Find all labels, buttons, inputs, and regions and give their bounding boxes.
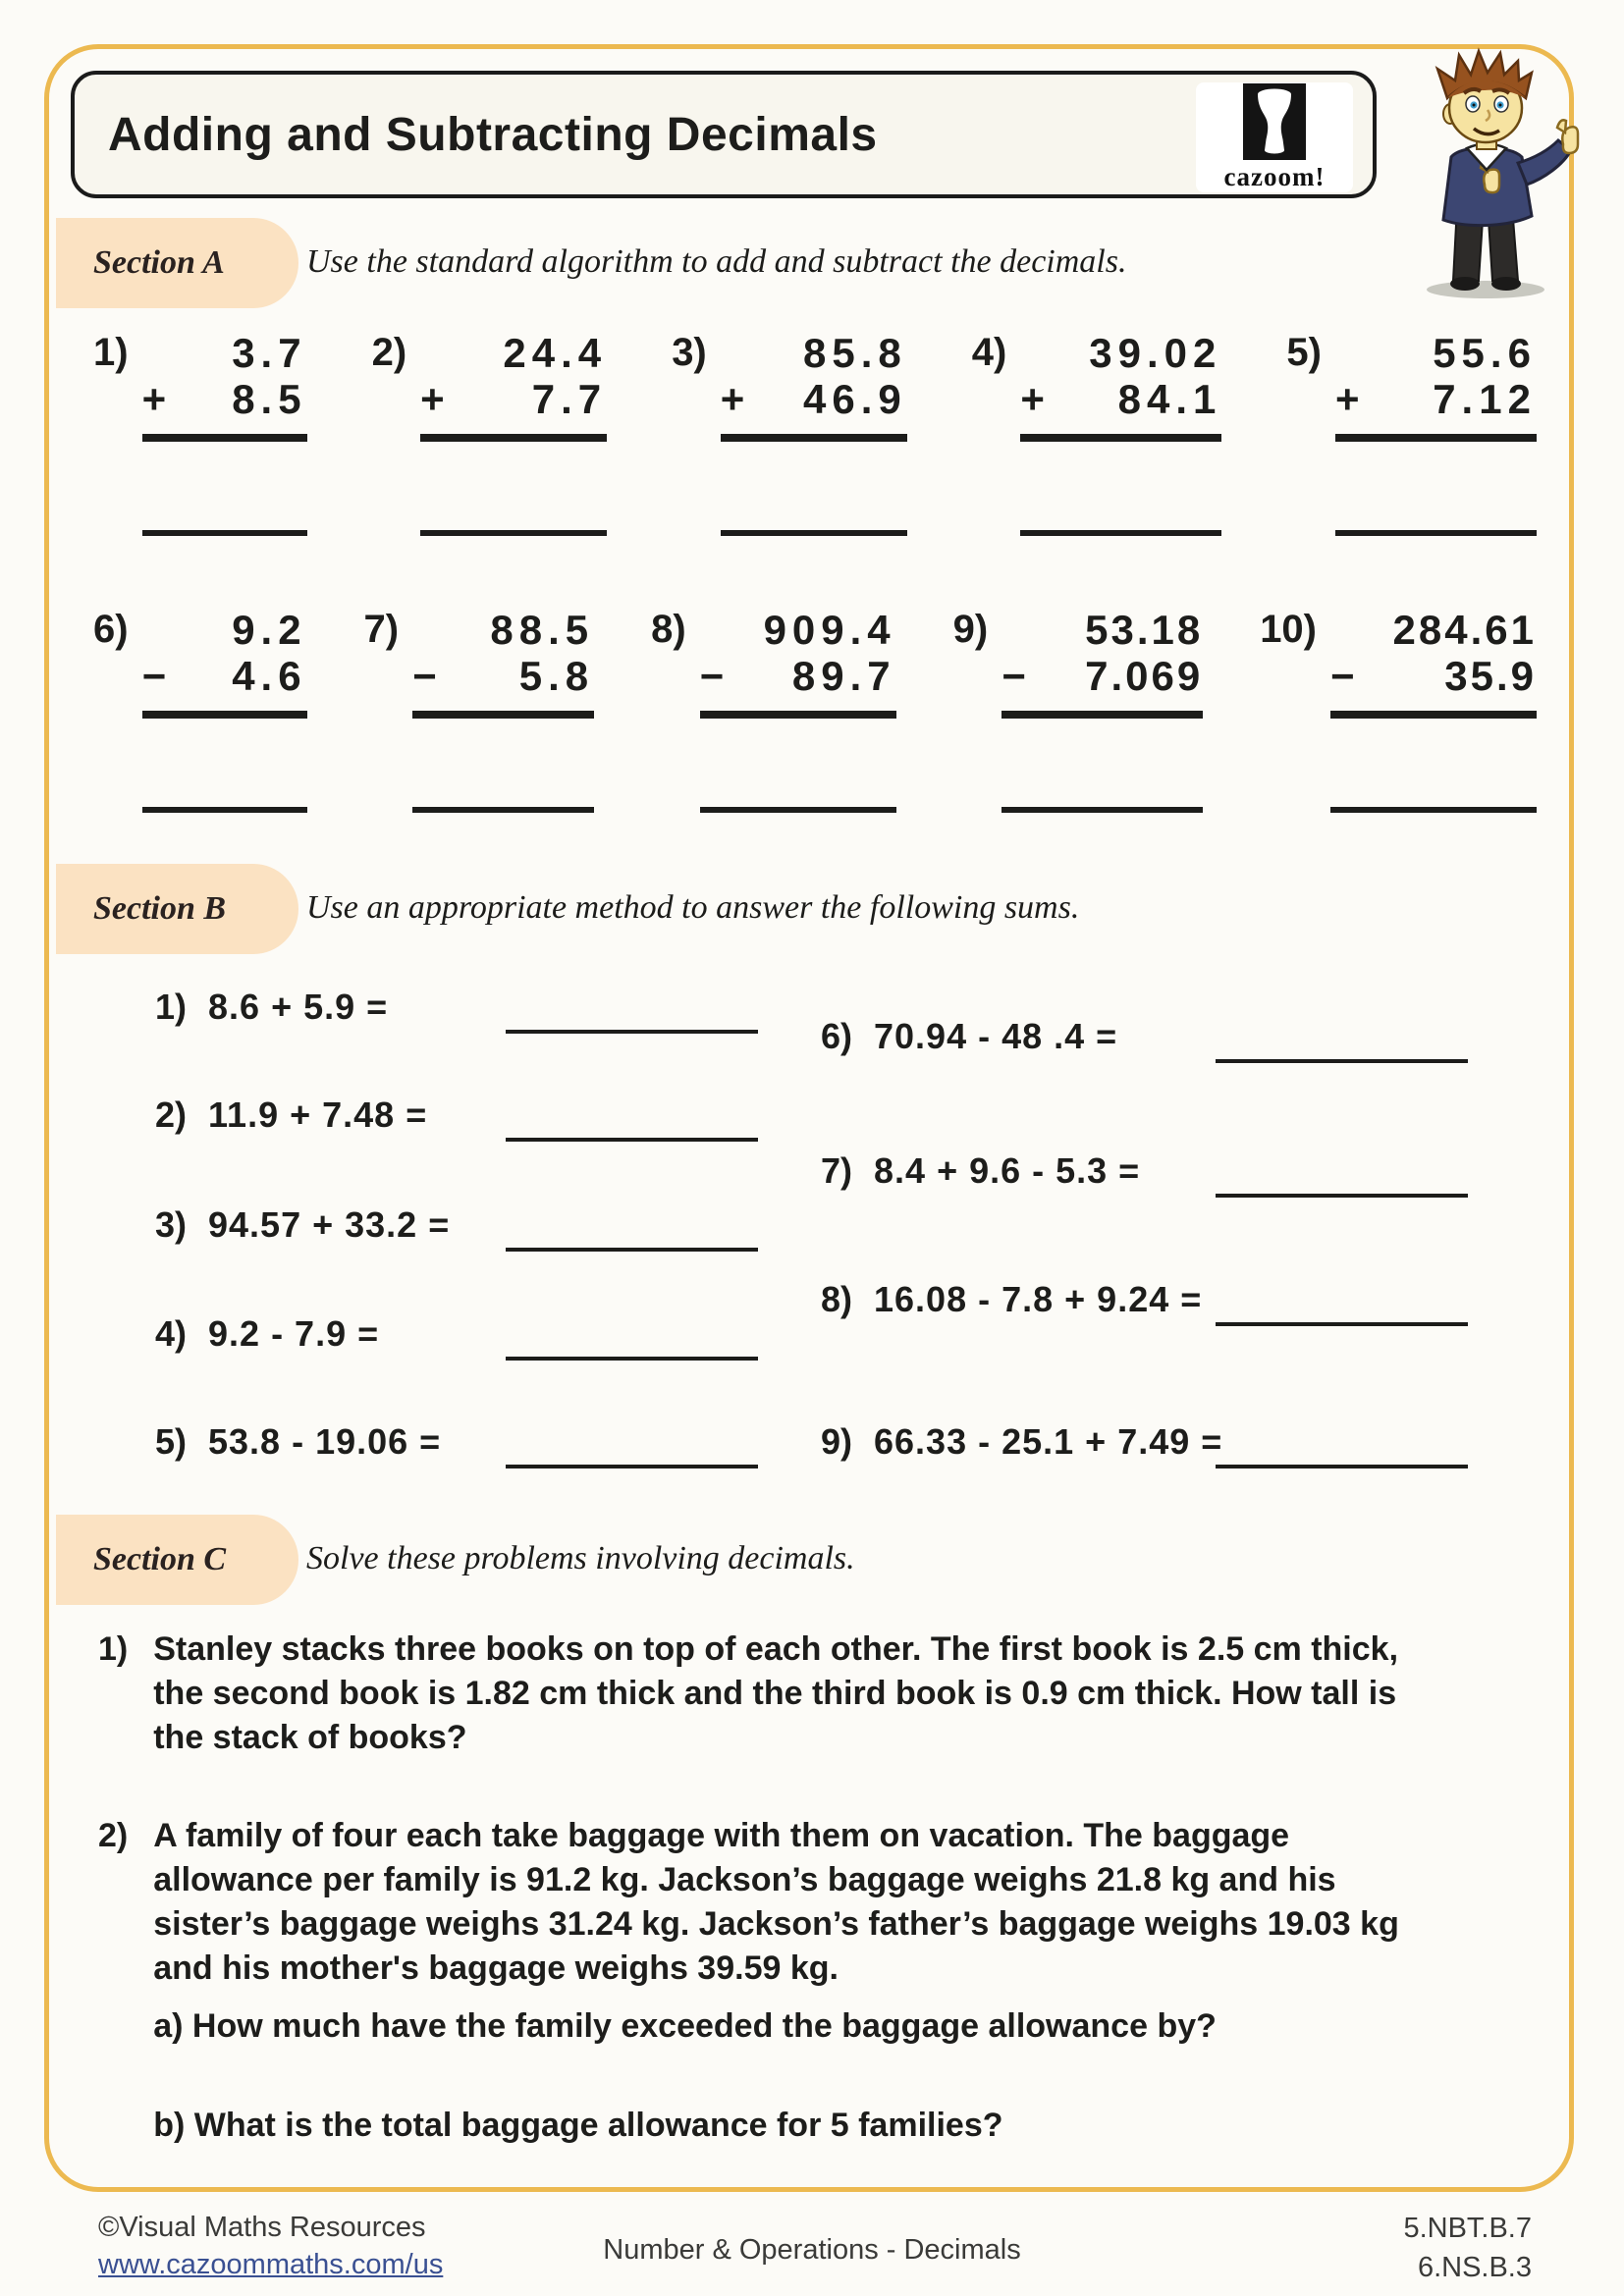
sum-line: [142, 434, 307, 442]
problem-number: 7): [821, 1150, 853, 1191]
sum-line: [1330, 711, 1537, 719]
answer-line: [1335, 530, 1537, 536]
expression: 9.2 - 7.9 =: [208, 1313, 380, 1354]
answer-line: [142, 807, 307, 813]
operator: −: [699, 653, 725, 700]
standard-code-2: 6.NS.B.3: [1417, 2252, 1532, 2283]
problem-text-line: A family of four each take baggage with them on vacation. The baggage: [153, 1817, 1290, 1854]
answer-blank: [1216, 1194, 1468, 1198]
sum-problem-8: [821, 1279, 1202, 1320]
addend-bottom: 46.9: [803, 376, 907, 423]
sub-question-a: a) How much have the family exceeded the baggage allowance by?: [153, 2007, 1217, 2045]
section-b-tab: [56, 864, 298, 954]
logo-wordmark: cazoom!: [1223, 161, 1326, 191]
problem-number: 4): [155, 1313, 188, 1354]
answer-blank: [1216, 1465, 1468, 1468]
section-b-label: Section B: [93, 890, 227, 927]
problem-number: 7): [363, 608, 400, 651]
addend-bottom: 8.5: [232, 376, 307, 423]
worksheet-header: [71, 71, 1377, 198]
operator: +: [141, 376, 167, 423]
answer-line: [1020, 530, 1221, 536]
problem-number: 4): [971, 331, 1007, 374]
answer-line: [1330, 807, 1537, 813]
sum-problem-5: [155, 1421, 441, 1463]
sum-line: [412, 711, 594, 719]
expression: 8.6 + 5.9 =: [208, 987, 389, 1027]
word-problem-2: [98, 1814, 1399, 2148]
operator: −: [412, 653, 437, 700]
copyright-text: ©Visual Maths Resources: [98, 2212, 426, 2243]
sum-line: [721, 434, 907, 442]
standard-code-1: 5.NBT.B.7: [1403, 2213, 1532, 2244]
problem-text-line: allowance per family is 91.2 kg. Jackson’s baggage weighs 21.8 kg and his: [153, 1861, 1336, 1898]
sum-line: [1020, 434, 1221, 442]
minuend: 909.4: [763, 607, 896, 653]
problem-text-line: and his mother's baggage weighs 39.59 kg.: [153, 1949, 839, 1987]
answer-line: [700, 807, 896, 813]
answer-line: [721, 530, 907, 536]
expression: 94.57 + 33.2 =: [208, 1204, 451, 1245]
problem-number: 8): [651, 608, 686, 651]
page-title: Adding and Subtracting Decimals: [108, 108, 878, 161]
answer-blank: [506, 1030, 758, 1034]
answer-blank: [1216, 1322, 1468, 1326]
answer-line: [1001, 807, 1203, 813]
word-problem-1: [98, 1628, 1398, 1760]
mascot-boy-illustration: [1382, 47, 1618, 302]
mascot-boy-icon: [1382, 47, 1618, 302]
addend-bottom: 7.12: [1433, 376, 1537, 423]
addend-top: 39.02: [1089, 330, 1222, 376]
problem-number: 1): [93, 331, 129, 374]
column-problem-4: [972, 330, 1222, 536]
sum-problem-6: [821, 1016, 1117, 1057]
subtrahend: 5.8: [518, 653, 595, 700]
column-problem-1: [93, 330, 307, 536]
problem-number: 6): [821, 1016, 853, 1056]
problem-number: 9): [821, 1421, 853, 1462]
website-link[interactable]: www.cazoommaths.com/us: [98, 2249, 444, 2280]
section-a-instruction: Use the standard algorithm to add and subtract the decimals.: [306, 243, 1127, 280]
answer-line: [420, 530, 607, 536]
answer-blank: [506, 1138, 758, 1142]
column-problem-3: [672, 330, 907, 536]
problem-number: 5): [1286, 331, 1322, 374]
problem-text-line: the stack of books?: [153, 1719, 467, 1756]
answer-blank: [506, 1465, 758, 1468]
problem-number: 6): [93, 608, 129, 651]
problem-text-line: sister’s baggage weighs 31.24 kg. Jackson’s father’s baggage weighs 19.03 kg: [153, 1905, 1399, 1943]
sum-problem-7: [821, 1150, 1140, 1192]
operator: −: [1330, 653, 1355, 700]
section-c-tab: [56, 1515, 298, 1605]
problem-number: 2): [371, 331, 407, 374]
sum-problem-2: [155, 1095, 427, 1136]
operator: +: [1020, 376, 1045, 423]
problem-number: 3): [672, 331, 707, 374]
problem-number: 2): [98, 1817, 129, 1854]
sum-line: [1335, 434, 1537, 442]
problem-number: 3): [155, 1204, 188, 1245]
answer-blank: [506, 1357, 758, 1361]
footer-standards: [1403, 2209, 1532, 2287]
sum-line: [1001, 711, 1203, 719]
problem-number: 10): [1260, 608, 1317, 651]
sum-line: [420, 434, 607, 442]
minuend: 9.2: [232, 607, 307, 653]
addend-top: 24.4: [503, 330, 608, 376]
answer-blank: [1216, 1059, 1468, 1063]
answer-line: [142, 530, 307, 536]
section-c-label: Section C: [93, 1541, 227, 1577]
addend-bottom: 84.1: [1117, 376, 1222, 423]
cazoom-logo: [1196, 82, 1353, 192]
expression: 53.8 - 19.06 =: [208, 1421, 442, 1462]
answer-blank: [506, 1248, 758, 1252]
problem-text-line: Stanley stacks three books on top of each other. The first book is 2.5 cm thick,: [153, 1630, 1399, 1668]
addend-top: 55.6: [1433, 330, 1537, 376]
sum-line: [142, 711, 307, 719]
sum-line: [700, 711, 896, 719]
subtrahend: 35.9: [1444, 653, 1537, 700]
operator: −: [141, 653, 167, 700]
sub-question-b: b) What is the total baggage allowance for 5 families?: [153, 2107, 1003, 2144]
footer-topic: Number & Operations - Decimals: [603, 2234, 1021, 2266]
minuend: 53.18: [1085, 607, 1204, 653]
sum-problem-9: [821, 1421, 1222, 1463]
addend-top: 85.8: [803, 330, 907, 376]
column-problem-10: [1260, 607, 1537, 813]
problem-text-line: the second book is 1.82 cm thick and the third book is 0.9 cm thick. How tall is: [153, 1675, 1397, 1712]
problem-number: 8): [821, 1279, 853, 1319]
column-problem-5: [1286, 330, 1537, 536]
expression: 11.9 + 7.48 =: [208, 1095, 428, 1135]
section-b-instruction: Use an appropriate method to answer the following sums.: [306, 889, 1080, 926]
column-problem-8: [651, 607, 896, 813]
minuend: 284.61: [1392, 607, 1537, 653]
problem-number: 5): [155, 1421, 188, 1462]
section-a-row-1: [93, 330, 1537, 536]
cazoom-drum-icon: [1243, 83, 1306, 160]
column-problem-2: [372, 330, 608, 536]
addend-top: 3.7: [232, 330, 307, 376]
sum-problem-4: [155, 1313, 379, 1355]
minuend: 88.5: [490, 607, 595, 653]
problem-number: 1): [155, 987, 188, 1027]
section-c-instruction: Solve these problems involving decimals.: [306, 1540, 855, 1576]
problem-number: 9): [952, 608, 989, 651]
expression: 16.08 - 7.8 + 9.24 =: [874, 1279, 1203, 1319]
section-a-row-2: [93, 607, 1537, 813]
expression: 66.33 - 25.1 + 7.49 =: [874, 1421, 1223, 1462]
section-a-tab: [56, 218, 298, 308]
expression: 70.94 - 48 .4 =: [874, 1016, 1118, 1056]
sum-problem-3: [155, 1204, 450, 1246]
subtrahend: 4.6: [232, 653, 307, 700]
addend-bottom: 7.7: [531, 376, 608, 423]
column-problem-7: [364, 607, 595, 813]
operator: +: [720, 376, 745, 423]
answer-line: [412, 807, 594, 813]
operator: +: [1334, 376, 1360, 423]
expression: 8.4 + 9.6 - 5.3 =: [874, 1150, 1141, 1191]
column-problem-9: [953, 607, 1204, 813]
column-problem-6: [93, 607, 307, 813]
operator: −: [1001, 653, 1026, 700]
subtrahend: 7.069: [1085, 653, 1204, 700]
problem-number: 2): [155, 1095, 188, 1135]
problem-number: 1): [98, 1630, 129, 1668]
subtrahend: 89.7: [791, 653, 896, 700]
section-a-label: Section A: [93, 244, 225, 281]
sum-problem-1: [155, 987, 388, 1028]
operator: +: [420, 376, 445, 423]
